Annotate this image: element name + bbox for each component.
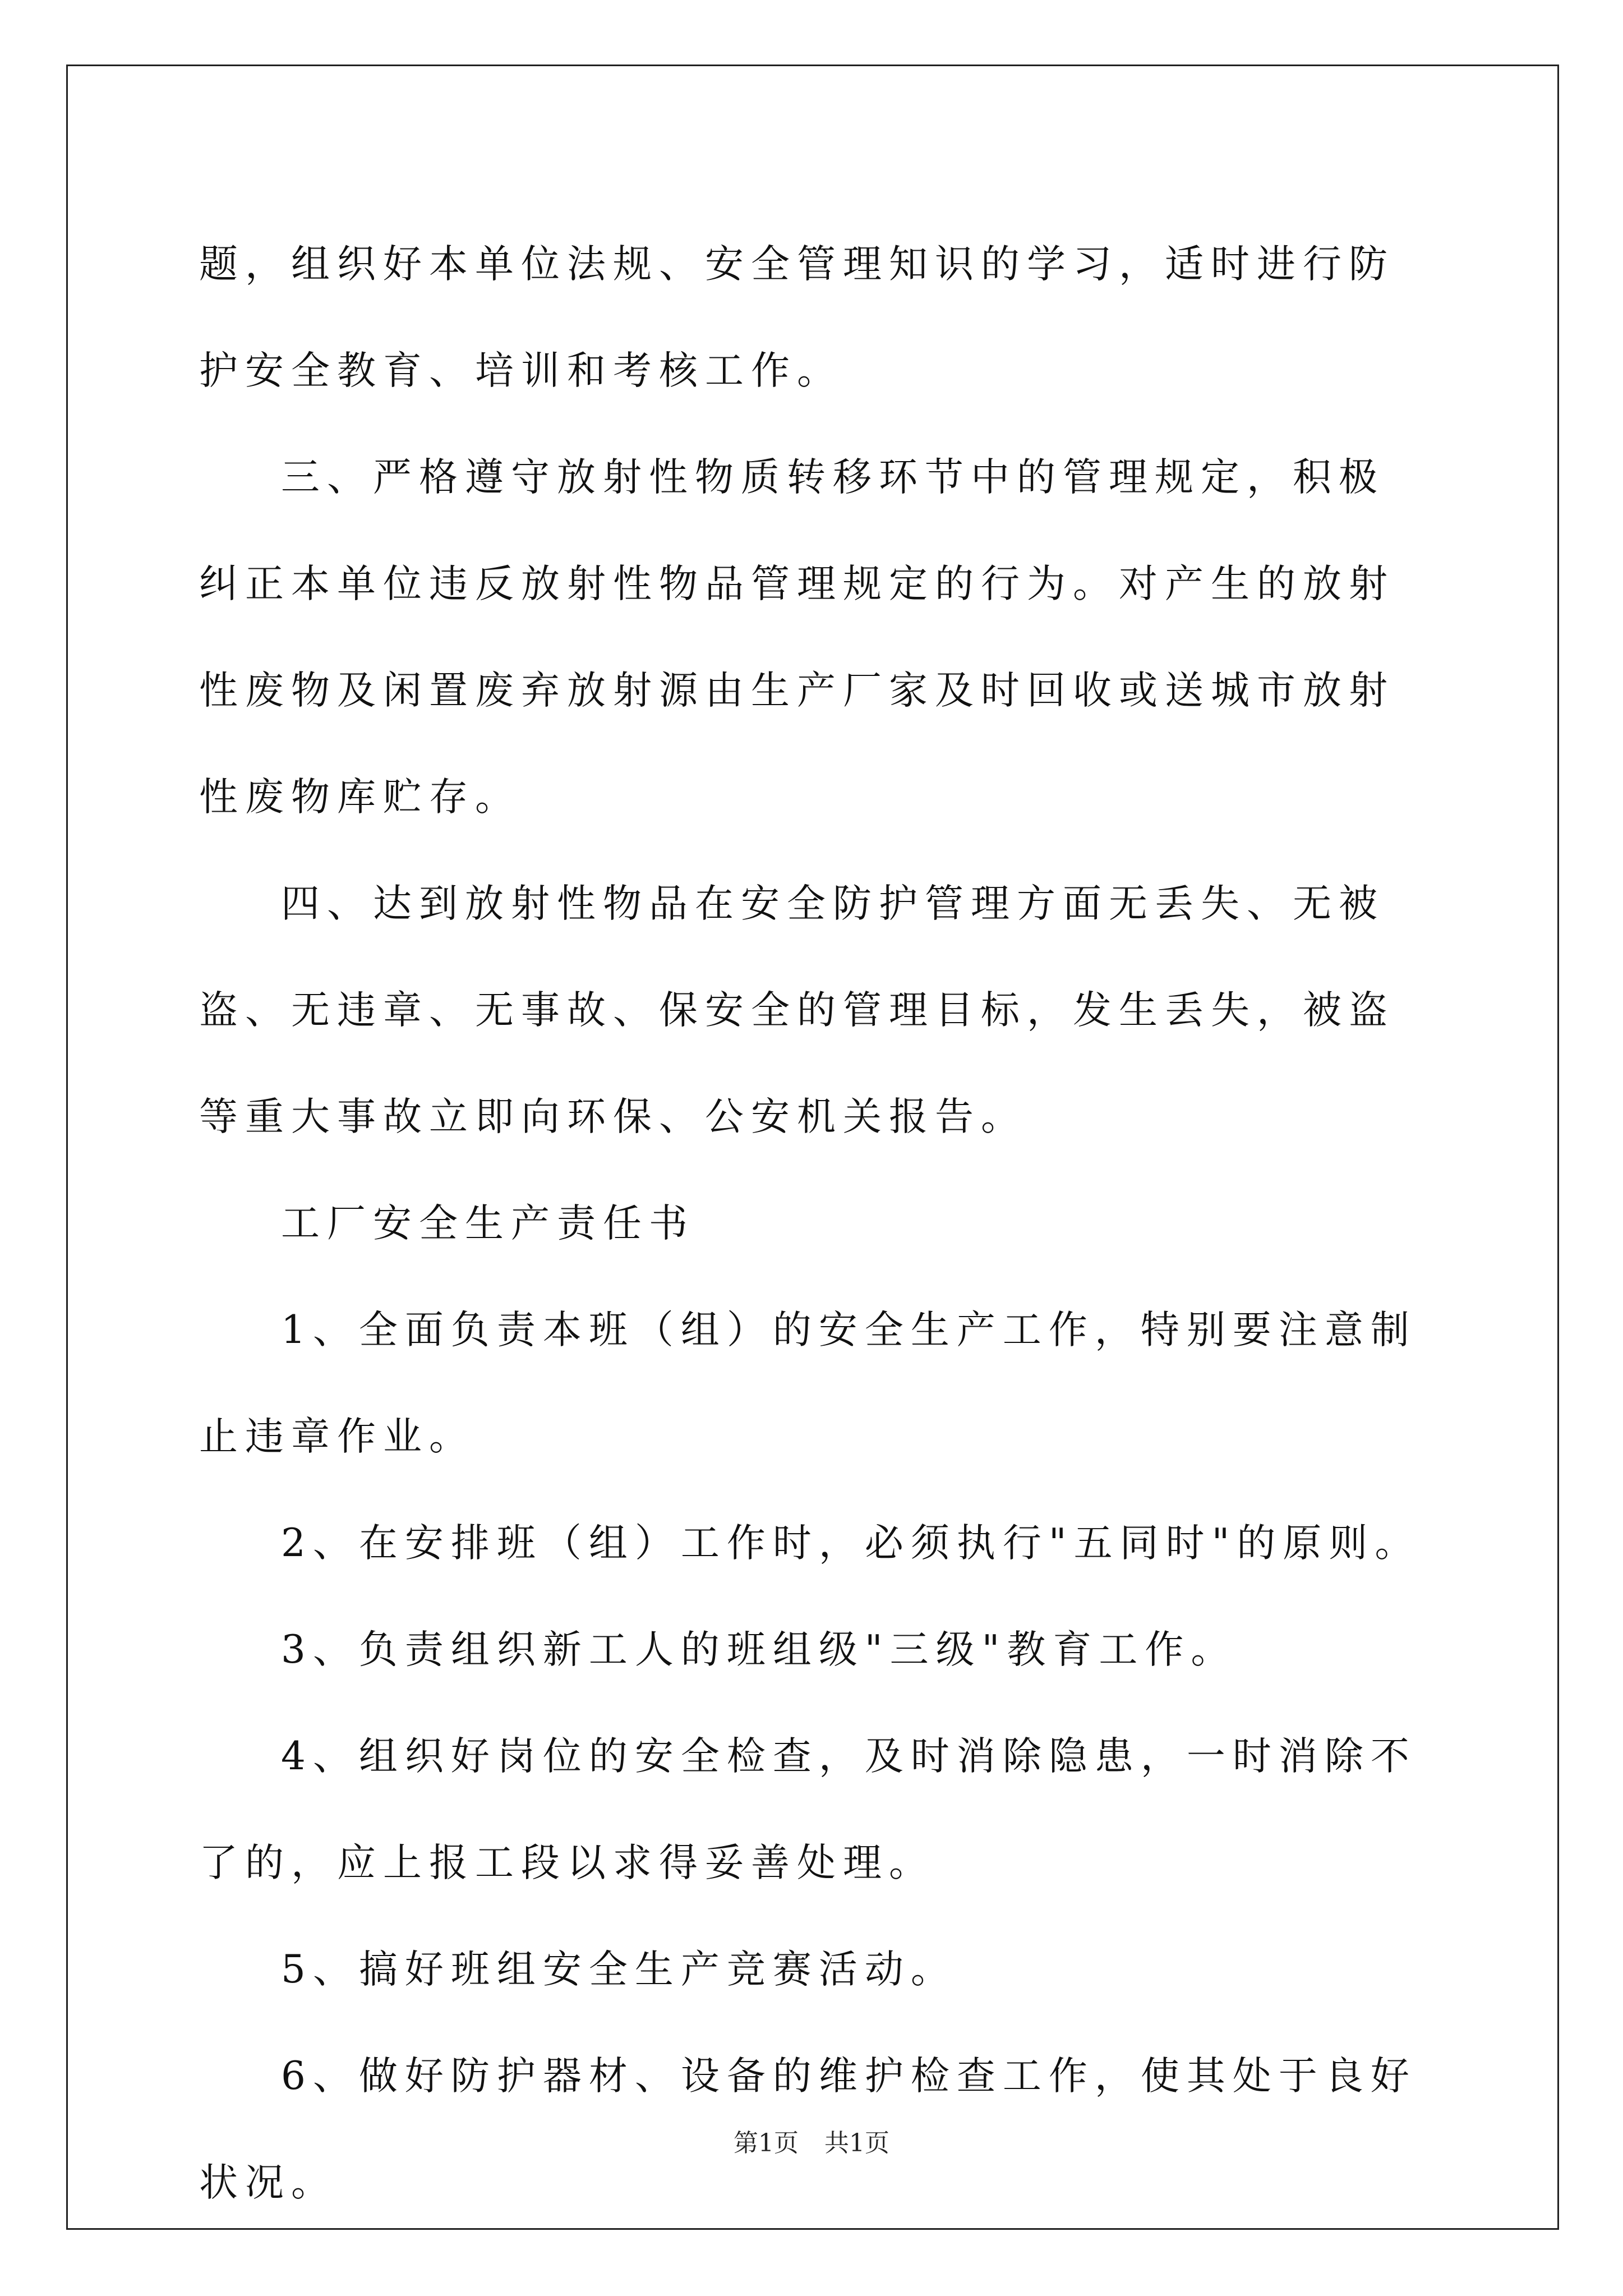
page-number: 第1页 [734, 2129, 799, 2157]
list-item-1: 1、全面负责本班（组）的安全生产工作，特别要注意制止违章作业。 [199, 1308, 1417, 1459]
list-item-3: 3、负责组织新工人的班组级"三级"教育工作。 [281, 1627, 1237, 1672]
page-footer [0, 2123, 1623, 2159]
section-heading: 工厂安全生产责任书 [281, 1201, 695, 1246]
paragraph-1: 题，组织好本单位法规、安全管理知识的学习，适时进行防护安全教育、培训和考核工作。 [199, 242, 1395, 393]
page-total: 共1页 [824, 2129, 889, 2157]
list-item-2: 2、在安排班（组）工作时，必须执行"五同时"的原则。 [281, 1521, 1421, 1566]
document-body [199, 211, 1427, 2236]
list-item-4: 4、组织好岗位的安全检查，及时消除隐患，一时消除不了的，应上报工段以求得妥善处理。 [199, 1734, 1417, 1885]
list-item-6: 6、做好防护器材、设备的维护检查工作，使其处于良好状况。 [199, 2054, 1417, 2205]
paragraph-2: 三、严格遵守放射性物质转移环节中的管理规定，积极纠正本单位违反放射性物品管理规定的行为。对产生的放射性废物及闲置废弃放射源由生产厂家及时回收或送城市放射性废物库贮存。 [199, 455, 1395, 820]
paragraph-3: 四、达到放射性物品在安全防护管理方面无丢失、无被盗、无违章、无事故、保安全的管理目标，发生丢失，被盗等重大事故立即向环保、公安机关报告。 [199, 881, 1395, 1139]
list-item-5: 5、搞好班组安全生产竞赛活动。 [281, 1947, 957, 1992]
